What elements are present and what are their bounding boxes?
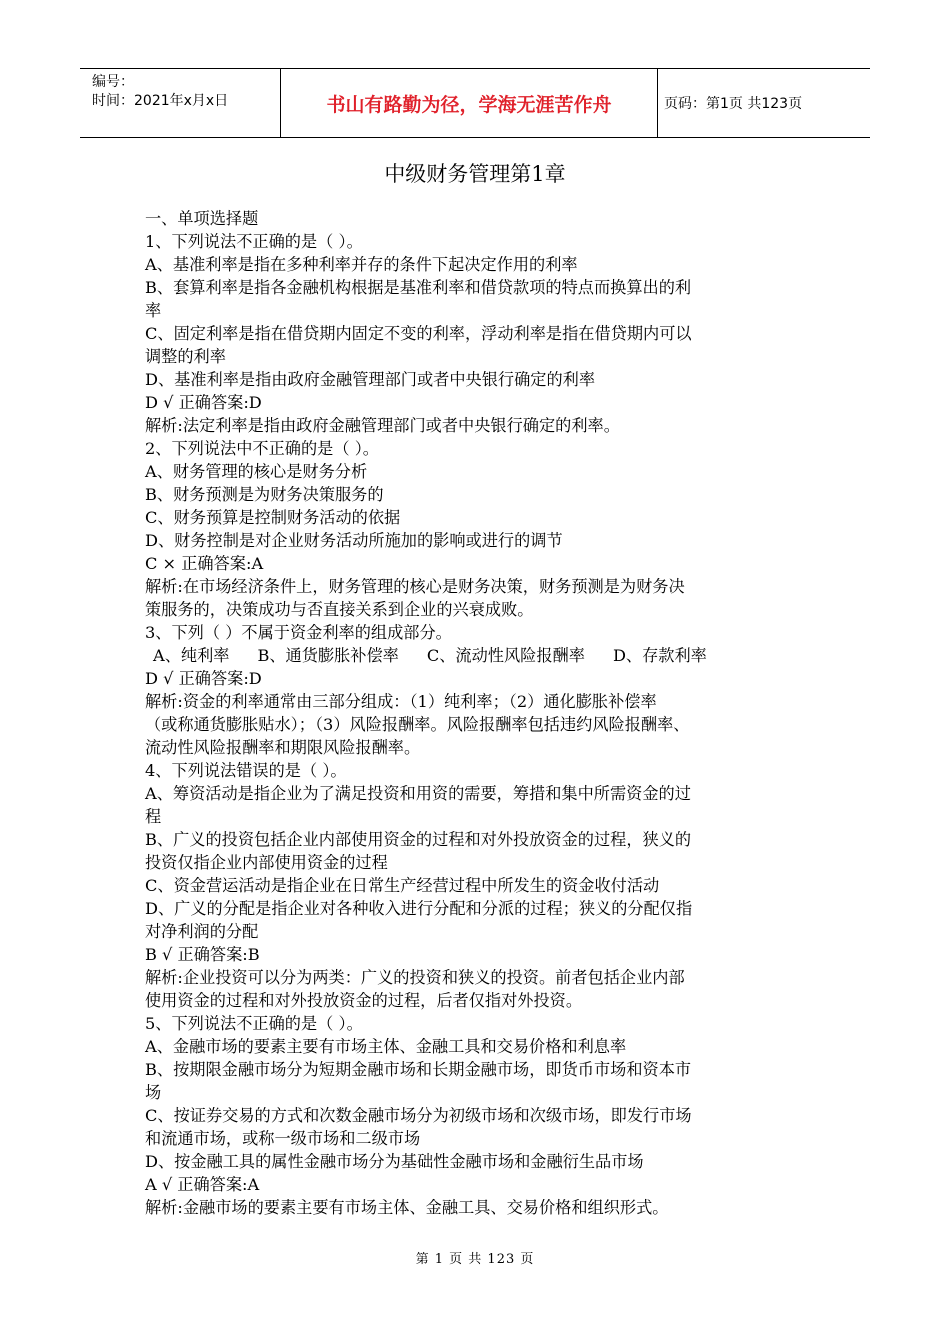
text-line: 解析:企业投资可以分为两类：广义的投资和狭义的投资。前者包括企业内部 [145, 968, 685, 987]
text-line: 4、下列说法错误的是（ ）。 [145, 761, 347, 780]
option-item: A、纯利率 [153, 646, 230, 665]
text-line: 使用资金的过程和对外投放资金的过程，后者仅指对外投资。 [145, 991, 583, 1010]
page-info: 页码：第1页 共123页 [664, 96, 803, 112]
header-left-cell [80, 69, 281, 137]
text-line: D、广义的分配是指企业对各种收入进行分配和分派的过程；狭义的分配仅指 [145, 899, 693, 918]
motto: 书山有路勤为径，学海无涯苦作舟 [281, 69, 658, 137]
header-table [80, 68, 870, 138]
text-line: 解析:金融市场的要素主要有市场主体、金融工具、交易价格和组织形式。 [145, 1198, 669, 1217]
text-line: C、资金营运活动是指企业在日常生产经营过程中所发生的资金收付活动 [145, 876, 660, 895]
text-line: C、财务预算是控制财务活动的依据 [145, 508, 401, 527]
text-line: B、套算利率是指各金融机构根据是基准利率和借贷款项的特点而换算出的利 [145, 278, 692, 297]
text-line: 调整的利率 [145, 347, 226, 366]
option-item: C、流动性风险报酬率 [426, 646, 585, 665]
text-line: C、固定利率是指在借贷期内固定不变的利率，浮动利率是指在借贷期内可以 [145, 324, 692, 343]
text-line: B、财务预测是为财务决策服务的 [145, 485, 384, 504]
text-line: （或称通货膨胀贴水）；（3）风险报酬率。风险报酬率包括违约风险报酬率、 [145, 715, 690, 734]
text-line: 策服务的，决策成功与否直接关系到企业的兴衰成败。 [145, 600, 534, 619]
page-footer: 第 1 页 共 123 页 [415, 1252, 535, 1267]
text-line: A、筹资活动是指企业为了满足投资和用资的需要，筹措和集中所需资金的过 [145, 784, 691, 803]
document-body [145, 207, 810, 1219]
text-line: 对净利润的分配 [145, 922, 259, 941]
text-line: 3、下列（ ）不属于资金利率的组成部分。 [145, 623, 452, 642]
text-line: 2、下列说法中不正确的是（ ）。 [145, 439, 379, 458]
text-line: 5、下列说法不正确的是（ ）。 [145, 1014, 363, 1033]
text-line: A √ 正确答案:A [145, 1175, 260, 1194]
text-line: 解析:资金的利率通常由三部分组成：（1）纯利率；（2）通化膨胀补偿率 [145, 692, 657, 711]
question-3-options [145, 644, 810, 667]
document-title: 中级财务管理第1章 [384, 162, 566, 186]
text-line: 解析:在市场经济条件上，财务管理的核心是财务决策，财务预测是为财务决 [145, 577, 685, 596]
text-line: A、财务管理的核心是财务分析 [145, 462, 368, 481]
number-label: 编号： [92, 74, 134, 90]
text-line: 程 [145, 807, 162, 826]
text-line: 1、下列说法不正确的是（ ）。 [145, 232, 363, 251]
text-line: C × 正确答案:A [145, 554, 264, 573]
text-line: A、基准利率是指在多种利率并存的条件下起决定作用的利率 [145, 255, 578, 274]
question-block-1 [145, 207, 810, 644]
text-line: C、按证券交易的方式和次数金融市场分为初级市场和次级市场，即发行市场 [145, 1106, 692, 1125]
option-item: D、存款利率 [612, 646, 707, 665]
text-line: 率 [145, 301, 162, 320]
text-line: 场 [145, 1083, 162, 1102]
text-line: D √ 正确答案:D [145, 669, 262, 688]
text-line: 投资仅指企业内部使用资金的过程 [145, 853, 388, 872]
text-line: 一、单项选择题 [145, 209, 259, 228]
text-line: D、按金融工具的属性金融市场分为基础性金融市场和金融衍生品市场 [145, 1152, 644, 1171]
time-label: 时间：2021年x月x日 [92, 93, 229, 109]
text-line: D、财务控制是对企业财务活动所施加的影响或进行的调节 [145, 531, 563, 550]
text-line: B √ 正确答案:B [145, 945, 260, 964]
text-line: 和流通市场，或称一级市场和二级市场 [145, 1129, 421, 1148]
text-line: 流动性风险报酬率和期限风险报酬率。 [145, 738, 421, 757]
text-line: B、按期限金融市场分为短期金融市场和长期金融市场，即货币市场和资本市 [145, 1060, 692, 1079]
option-item: B、通货膨胀补偿率 [257, 646, 399, 665]
text-line: B、广义的投资包括企业内部使用资金的过程和对外投放资金的过程，狭义的 [145, 830, 692, 849]
text-line: D、基准利率是指由政府金融管理部门或者中央银行确定的利率 [145, 370, 596, 389]
text-line: 解析:法定利率是指由政府金融管理部门或者中央银行确定的利率。 [145, 416, 620, 435]
question-block-2 [145, 667, 810, 1219]
text-line: A、金融市场的要素主要有市场主体、金融工具和交易价格和利息率 [145, 1037, 627, 1056]
text-line: D √ 正确答案:D [145, 393, 262, 412]
